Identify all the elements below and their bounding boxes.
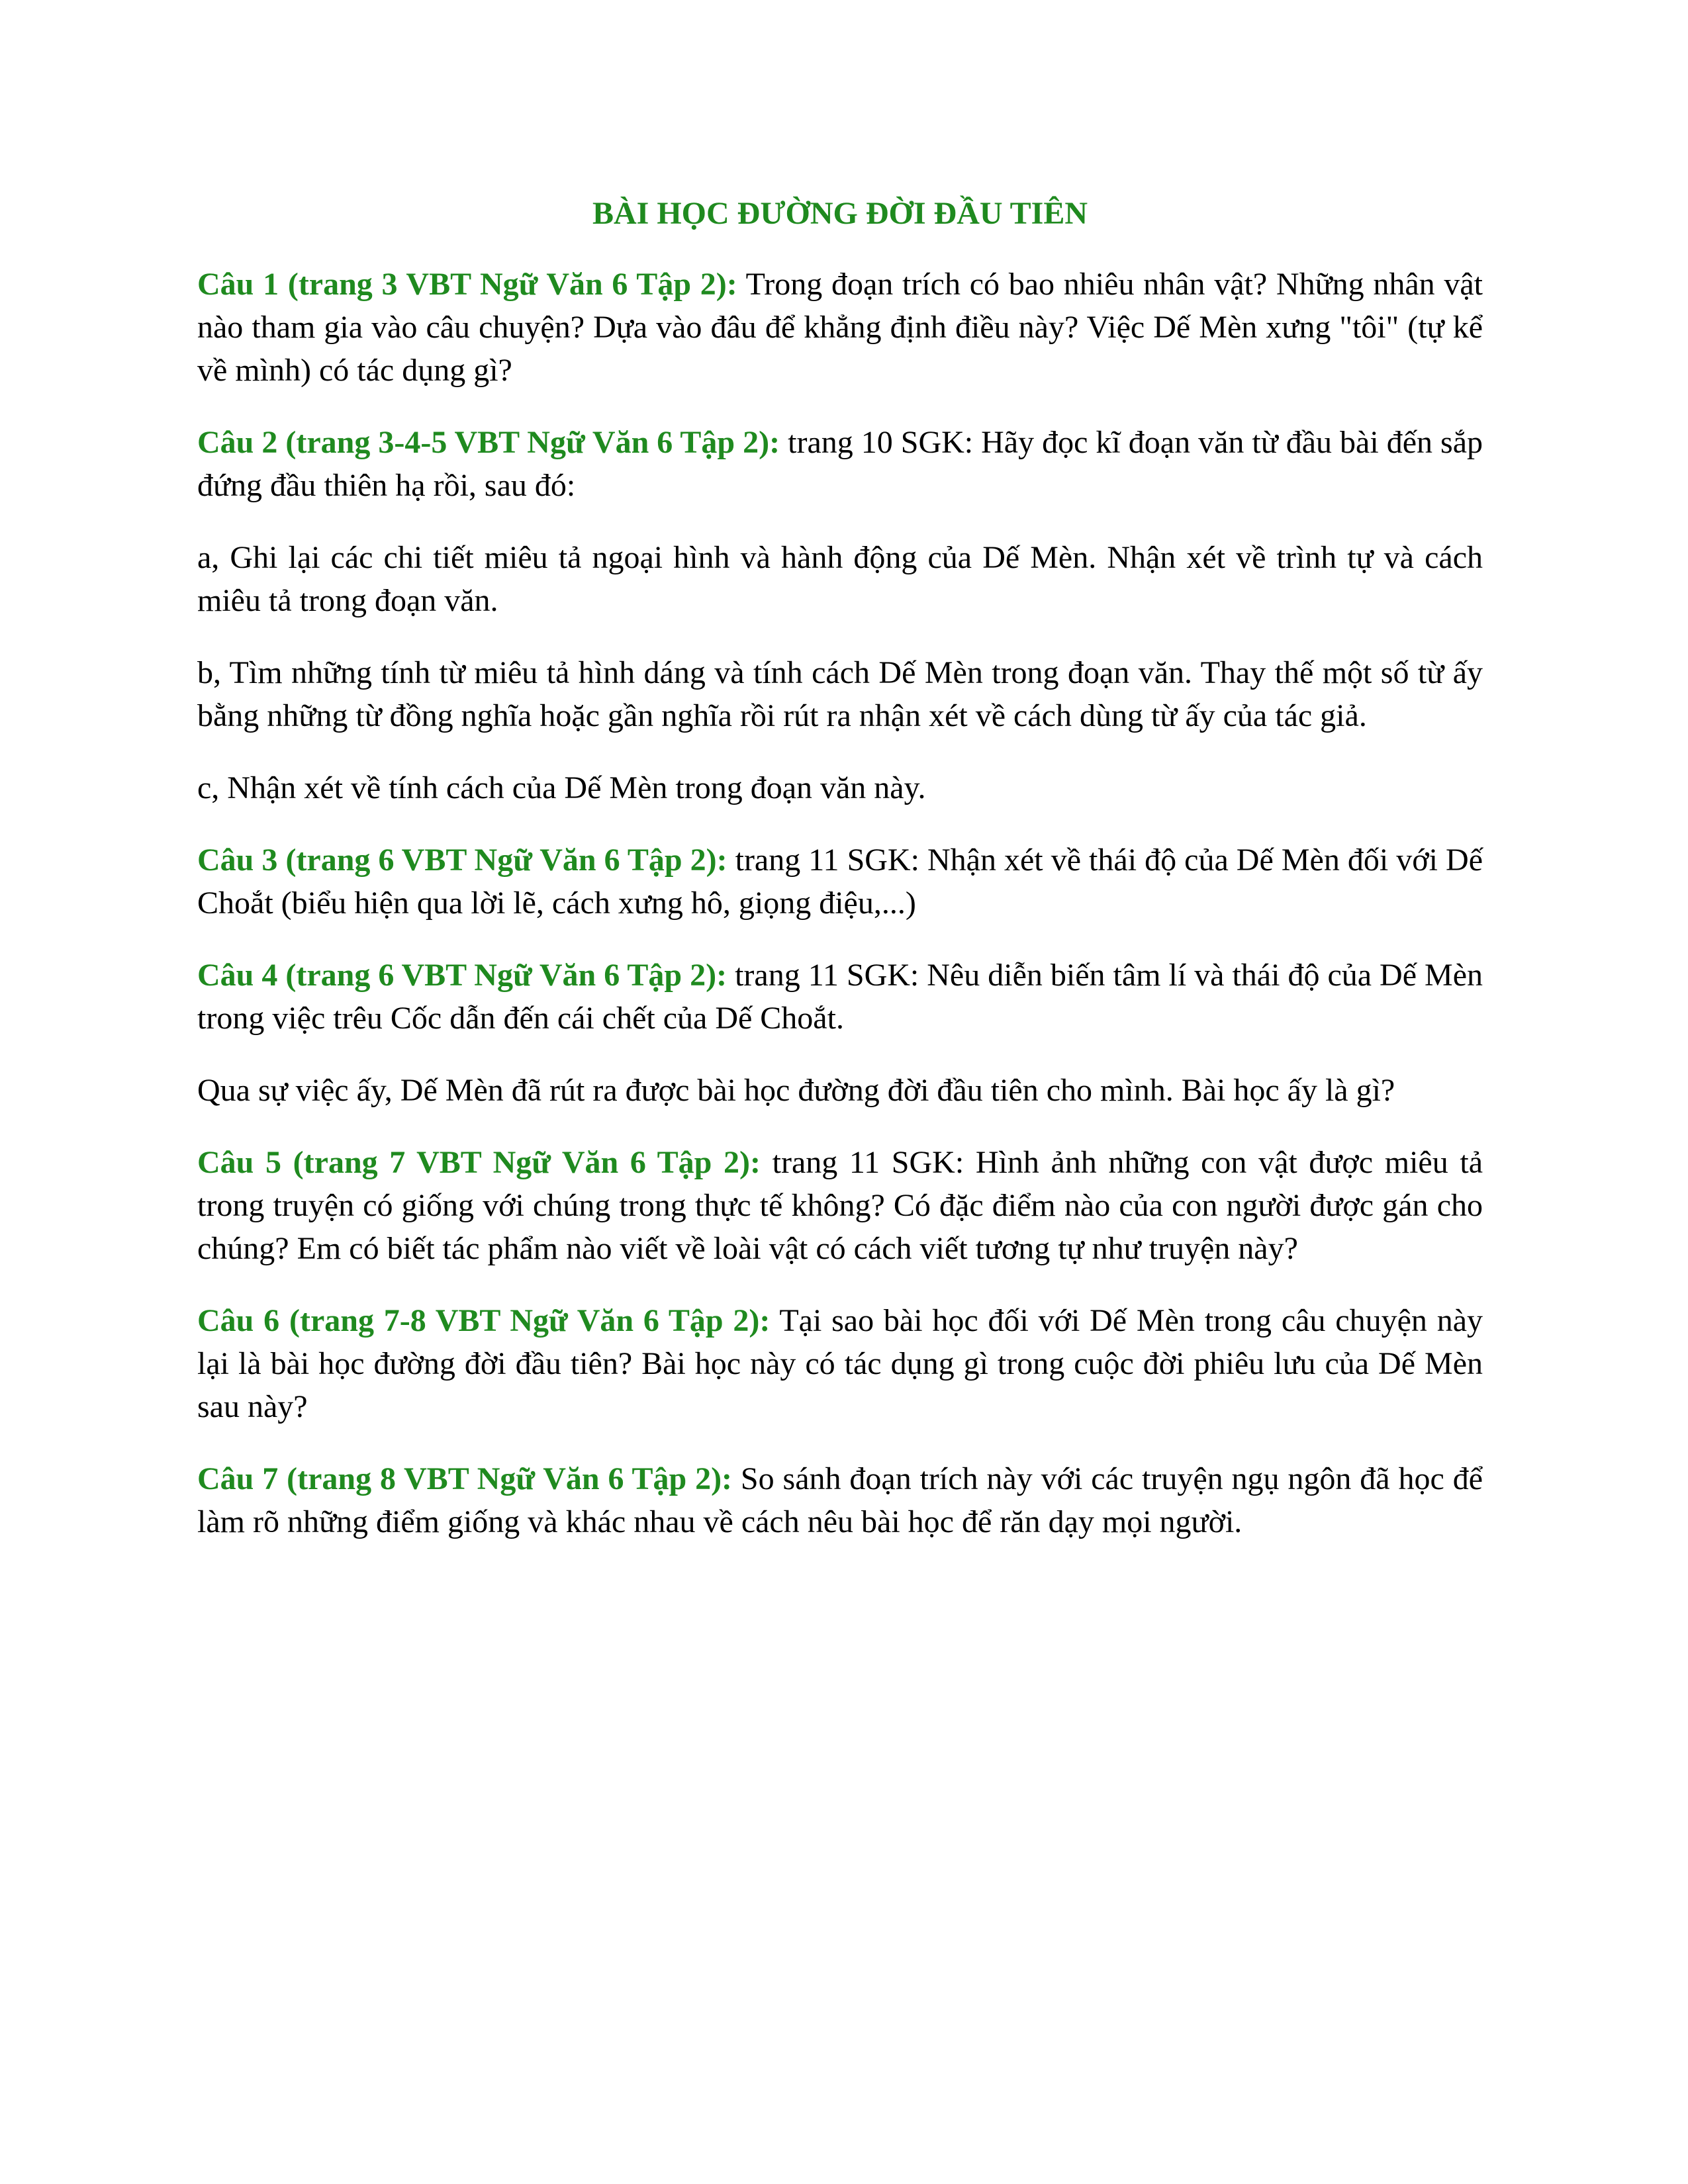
question-1-text: Trong đoạn trích có bao nhiêu nhân vật? Những nhân vật nào tham gia vào câu chuyện? Dựa vào đâu để khẳng định điều này? Việc Dế Mèn xưng "tôi" (tự kể về mình) có tác dụng gì? [197, 267, 1483, 388]
question-2 [197, 421, 1483, 507]
question-2-text: trang 10 SGK: Hãy đọc kĩ đoạn văn từ đầu bài đến sắp đứng đầu thiên hạ rồi, sau đó: [197, 425, 1483, 503]
question-5-label: Câu 5 (trang 7 VBT Ngữ Văn 6 Tập 2): [197, 1145, 761, 1180]
question-2-part-c-text: c, Nhận xét về tính cách của Dế Mèn trong đoạn văn này. [197, 770, 926, 805]
question-2-label: Câu 2 (trang 3-4-5 VBT Ngữ Văn 6 Tập 2): [197, 425, 780, 460]
question-5 [197, 1141, 1483, 1270]
question-4-label: Câu 4 (trang 6 VBT Ngữ Văn 6 Tập 2): [197, 958, 727, 993]
question-3-text: trang 11 SGK: Nhận xét về thái độ của Dế Mèn đối với Dế Choắt (biểu hiện qua lời lẽ, cách xưng hô, giọng điệu,...) [197, 842, 1483, 921]
question-2-part-c [197, 766, 1483, 809]
question-4 [197, 954, 1483, 1040]
question-4-text: trang 11 SGK: Nêu diễn biến tâm lí và thái độ của Dế Mèn trong việc trêu Cốc dẫn đến cái chết của Dế Choắt. [197, 958, 1483, 1036]
question-6-label: Câu 6 (trang 7-8 VBT Ngữ Văn 6 Tập 2): [197, 1303, 771, 1338]
question-3-label: Câu 3 (trang 6 VBT Ngữ Văn 6 Tập 2): [197, 842, 727, 878]
question-4-followup [197, 1069, 1483, 1112]
question-2-part-b-text: b, Tìm những tính từ miêu tả hình dáng và tính cách Dế Mèn trong đoạn văn. Thay thế một số từ ấy bằng những từ đồng nghĩa hoặc gần nghĩa rồi rút ra nhận xét về cách dùng từ ấy của tác giả. [197, 655, 1483, 733]
question-2-part-a [197, 536, 1483, 622]
question-4-followup-text: Qua sự việc ấy, Dế Mèn đã rút ra được bài học đường đời đầu tiên cho mình. Bài học ấy là gì? [197, 1073, 1395, 1108]
question-7-label: Câu 7 (trang 8 VBT Ngữ Văn 6 Tập 2): [197, 1461, 733, 1496]
question-7-text: So sánh đoạn trích này với các truyện ngụ ngôn đã học để làm rõ những điểm giống và khác nhau về cách nêu bài học để răn dạy mọi người. [197, 1461, 1483, 1539]
question-7 [197, 1457, 1483, 1543]
question-2-part-b [197, 651, 1483, 737]
question-3 [197, 839, 1483, 925]
question-1 [197, 263, 1483, 392]
question-6-text: Tại sao bài học đối với Dế Mèn trong câu chuyện này lại là bài học đường đời đầu tiên? Bài học này có tác dụng gì trong cuộc đời phiêu lưu của Dế Mèn sau này? [197, 1303, 1483, 1424]
question-1-label: Câu 1 (trang 3 VBT Ngữ Văn 6 Tập 2): [197, 267, 737, 302]
document-body [197, 192, 1483, 1572]
page-title: BÀI HỌC ĐƯỜNG ĐỜI ĐẦU TIÊN [592, 196, 1088, 231]
question-5-text: trang 11 SGK: Hình ảnh những con vật được miêu tả trong truyện có giống với chúng trong thực tế không? Có đặc điểm nào của con người được gán cho chúng? Em có biết tác phẩm nào viết về loài vật có cách viết tương tự như truyện này? [197, 1145, 1483, 1266]
question-6 [197, 1299, 1483, 1428]
question-2-part-a-text: a, Ghi lại các chi tiết miêu tả ngoại hình và hành động của Dế Mèn. Nhận xét về trình tự và cách miêu tả trong đoạn văn. [197, 540, 1483, 618]
